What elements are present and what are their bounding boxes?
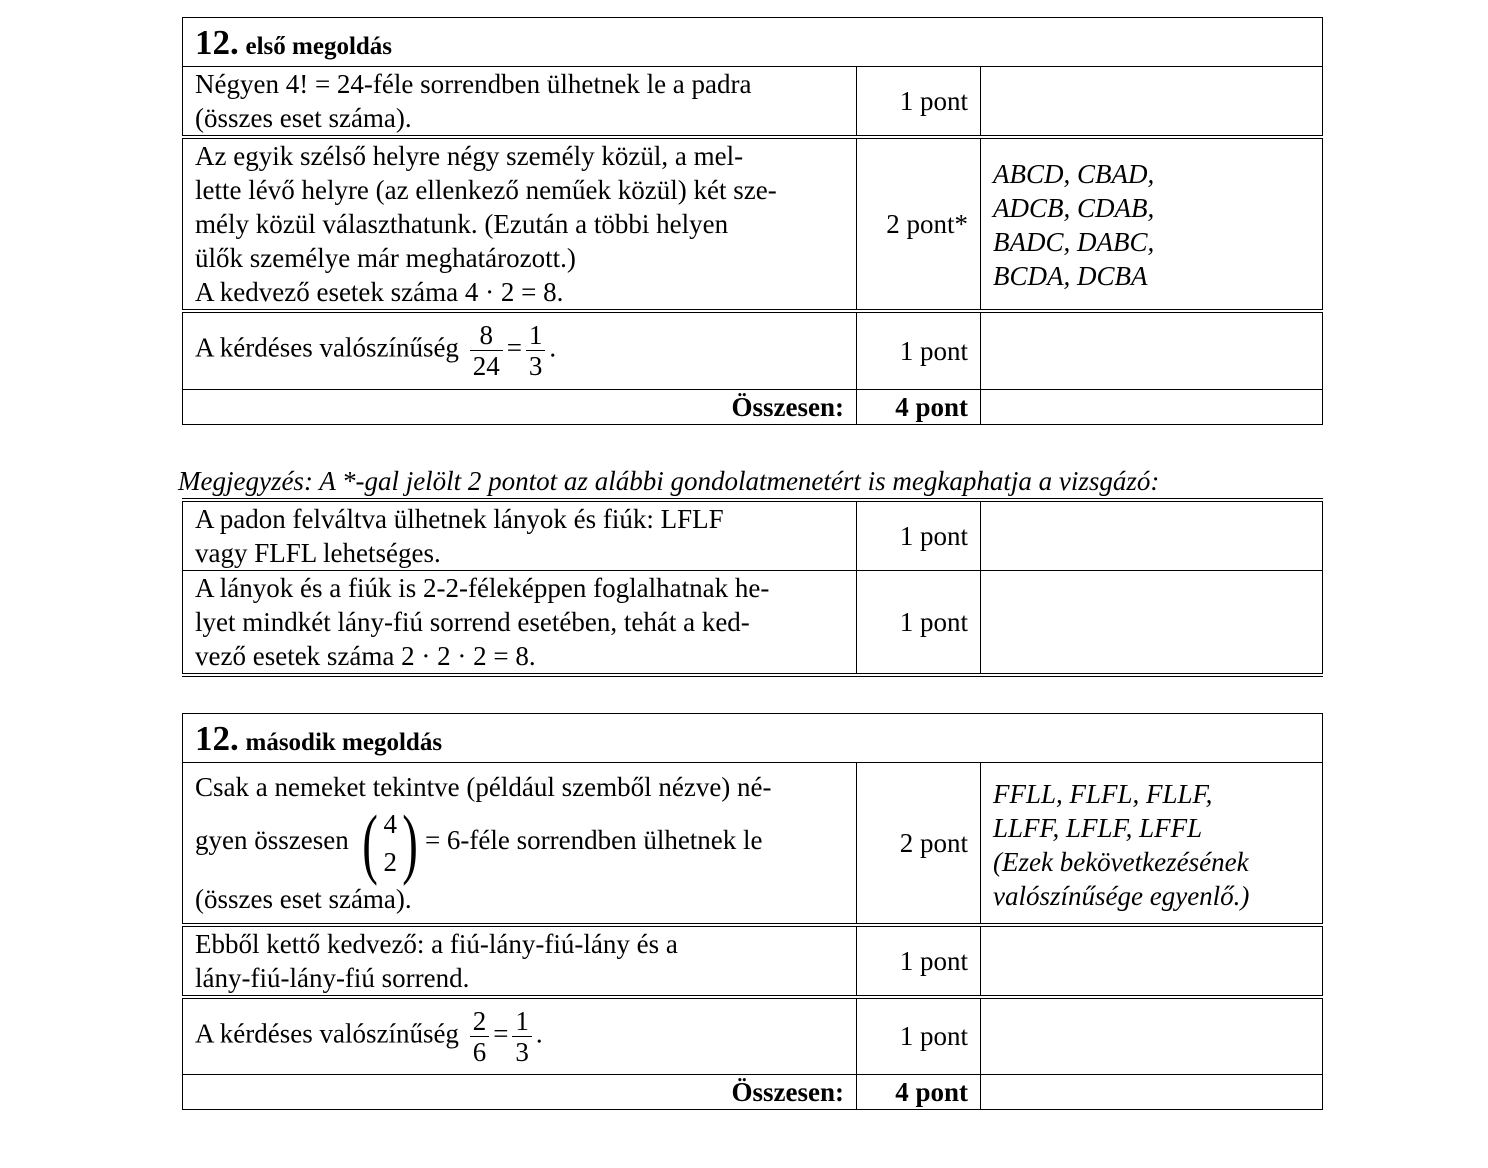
fraction: $\frac{1}{3}$ xyxy=(512,1006,532,1067)
solution-step-text: A padon felváltva ülhetnek lányok és fiúk: LFLF vagy FLFL lehetséges. xyxy=(183,500,857,571)
table-row xyxy=(183,67,1323,138)
note-cell xyxy=(981,1075,1323,1110)
table-row xyxy=(183,925,1323,997)
note-cell xyxy=(981,925,1323,997)
table-row xyxy=(183,997,1323,1075)
total-label: Összesen: xyxy=(183,389,857,424)
points-cell: 1 pont xyxy=(857,311,981,389)
note-cell xyxy=(981,389,1323,424)
points-cell: 1 pont xyxy=(857,925,981,997)
points-cell: 1 pont xyxy=(857,997,981,1075)
table-row xyxy=(183,137,1323,311)
question-number: 12. xyxy=(195,23,239,62)
note-cell xyxy=(981,997,1323,1075)
first-solution-header xyxy=(183,18,1323,67)
total-row xyxy=(183,389,1323,424)
probability-formula: A kérdéses valószínűség $\frac{2}{6}$ = $\frac{1}{3}$ . xyxy=(183,997,857,1075)
solution-step-text: Az egyik szélső helyre négy személy közül, a mel- lette lévő helyre (az ellenkező neműek közül) két sze- mély közül választhatunk. (Ezután a többi helyen ülők személye már meghatározott.) A kedvező esetek száma 4 · 2 = 8. xyxy=(183,137,857,311)
table-row xyxy=(183,763,1323,925)
first-solution-table xyxy=(182,17,1323,425)
points-cell: 1 pont xyxy=(857,500,981,571)
table-row xyxy=(183,311,1323,389)
fraction: $\frac{8}{24}$ xyxy=(470,320,503,381)
solution-title: első megoldás xyxy=(245,33,393,60)
solution-step-text: Négyen 4! = 24-féle sorrendben ülhetnek le a padra (összes eset száma). xyxy=(183,67,857,138)
note-cell xyxy=(981,571,1323,676)
second-solution-table xyxy=(182,713,1323,1110)
total-row xyxy=(183,1075,1323,1110)
note-cell xyxy=(981,67,1323,138)
points-cell: 2 pont xyxy=(857,763,981,925)
total-points: 4 pont xyxy=(857,1075,981,1110)
alternative-table xyxy=(182,498,1323,677)
total-label: Összesen: xyxy=(183,1075,857,1110)
fraction: $\frac{1}{3}$ xyxy=(526,320,546,381)
note-cell xyxy=(981,500,1323,571)
points-cell: 2 pont* xyxy=(857,137,981,311)
points-cell: 1 pont xyxy=(857,571,981,676)
solution-step-text: Csak a nemeket tekintve (például szemből nézve) né- gyen összesen ( 4 2 ) = 6-féle sorrendben ülhetnek le (összes eset száma). xyxy=(183,763,857,925)
question-number: 12. xyxy=(195,719,239,758)
total-points: 4 pont xyxy=(857,389,981,424)
fraction: $\frac{2}{6}$ xyxy=(470,1006,490,1067)
remark-text: Megjegyzés: A *-gal jelölt 2 pontot az alábbi gondolatmenetért is megkaphatja a vizsgázó: xyxy=(178,466,1160,496)
note-cell: FFLL, FLFL, FLLF, LLFF, LFLF, LFFL (Ezek bekövetkezésének valószínűsége egyenlő.) xyxy=(981,763,1323,925)
table-row xyxy=(183,500,1323,571)
second-solution-header xyxy=(183,714,1323,763)
points-cell: 1 pont xyxy=(857,67,981,138)
probability-formula: A kérdéses valószínűség $\frac{8}{24}$ = $\frac{1}{3}$ . xyxy=(183,311,857,389)
solution-title: második megoldás xyxy=(245,729,443,756)
binomial-coefficient: ( 4 2 ) xyxy=(362,798,418,886)
table-row xyxy=(183,571,1323,676)
note-cell: ABCD, CBAD, ADCB, CDAB, BADC, DABC, BCDA, DCBA xyxy=(981,137,1323,311)
solution-step-text: Ebből kettő kedvező: a fiú-lány-fiú-lány és a lány-fiú-lány-fiú sorrend. xyxy=(183,925,857,997)
solution-step-text: A lányok és a fiúk is 2-2-féleképpen foglalhatnak he- lyet mindkét lány-fiú sorrend esetében, tehát a ked- vező esetek száma 2 · 2 · 2 = 8. xyxy=(183,571,857,676)
note-cell xyxy=(981,311,1323,389)
